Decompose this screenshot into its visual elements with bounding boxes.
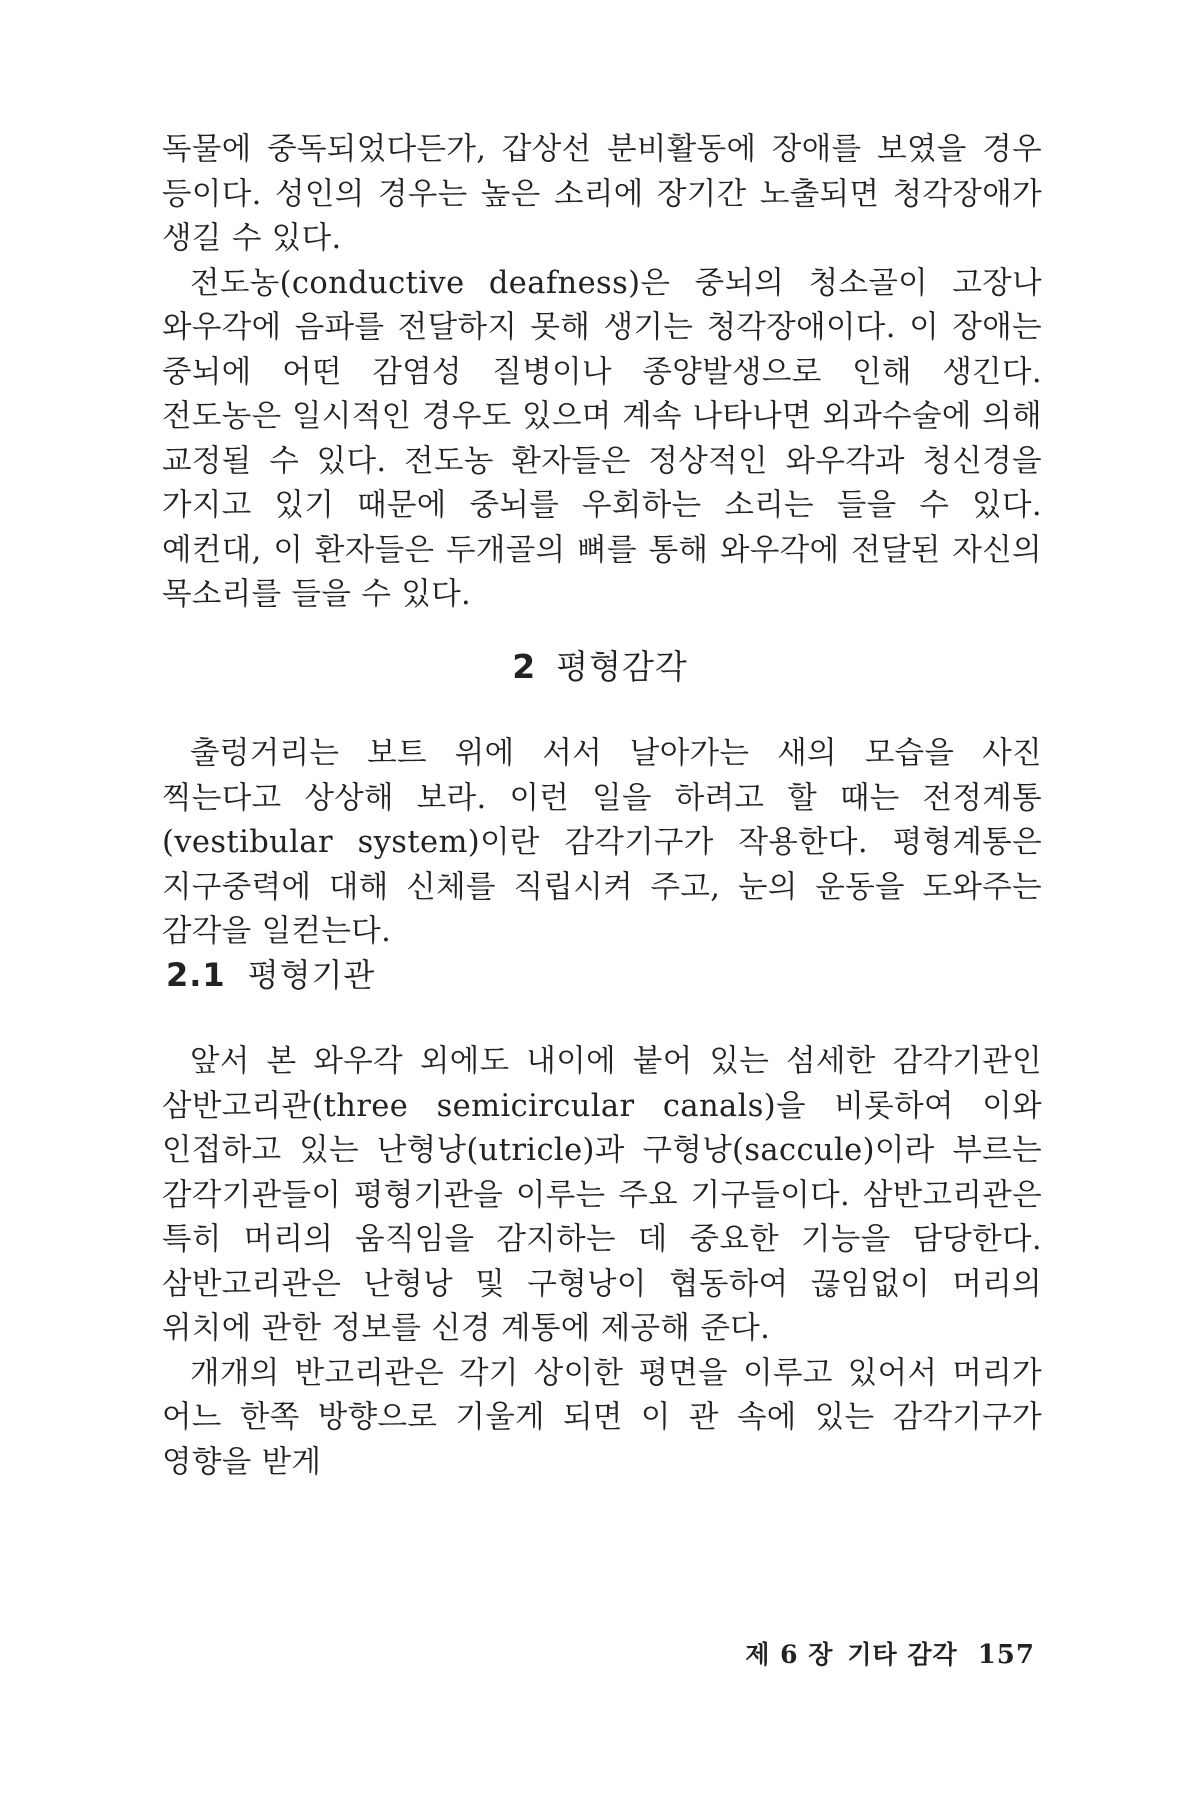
subsection-title: 평형기관 bbox=[247, 956, 376, 994]
top-text-block bbox=[162, 128, 1042, 618]
paragraph-continuation: 독물에 중독되었다든가, 갑상선 분비활동에 장애를 보였을 경우 등이다. 성인의 경우는 높은 소리에 장기간 노출되면 청각장애가 생길 수 있다. bbox=[162, 132, 1042, 256]
subsection-number: 2.1 bbox=[166, 956, 226, 994]
paragraph-conductive-deafness: 전도농(conductive deafness)은 중뇌의 청소골이 고장나 와우각에 음파를 전달하지 못해 생기는 청각장애이다. 이 장애는 중뇌에 어떤 감염성 질병이나 종양발생으로 인해 생긴다. 전도농은 일시적인 경우도 있으며 계속 나타나면 외과수술에 의해 교정될 수 있다. 전도농 환자들은 정상적인 와우각과 청신경을 가지고 있기 때문에 중뇌를 우회하는 소리는 들을 수 있다. 예컨대, 이 환자들은 두개골의 뼈를 통해 와우각에 전달된 자신의 목소리를 들을 수 있다. bbox=[162, 265, 1042, 612]
subsection-text-block bbox=[162, 1040, 1042, 1485]
page-footer bbox=[745, 1638, 1035, 1672]
paragraph-canal-planes: 개개의 반고리관은 각기 상이한 평면을 이루고 있어서 머리가 어느 한쪽 방향으로 기울게 되면 이 관 속에 있는 감각기구가 영향을 받게 bbox=[162, 1355, 1042, 1480]
footer-chapter: 제 6 장 bbox=[745, 1640, 834, 1669]
subsection-heading bbox=[166, 955, 375, 995]
paragraph-semicircular-canals: 앞서 본 와우각 외에도 내이에 붙어 있는 섬세한 감각기관인 삼반고리관(three semicircular canals)을 비롯하여 이와 인접하고 있는 난형낭(utricle)과 구형낭(saccule)이라 부르는 감각기관들이 평형기관을 이루는 주요 기구들이다. 삼반고리관은 특히 머리의 움직임을 감지하는 데 중요한 기능을 담당한다. 삼반고리관은 난형낭 및 구형낭이 협동하여 끊임없이 머리의 위치에 관한 정보를 신경 계통에 제공해 준다. bbox=[162, 1044, 1042, 1346]
section-title: 평형감각 bbox=[556, 647, 688, 686]
section-number: 2 bbox=[512, 647, 537, 686]
section-heading bbox=[0, 647, 1200, 687]
section-text-block bbox=[162, 732, 1042, 955]
paragraph-vestibular-intro: 출렁거리는 보트 위에 서서 날아가는 새의 모습을 사진 찍는다고 상상해 보라. 이런 일을 하려고 할 때는 전정계통(vestibular system)이란 감각기구가 작용한다. 평형계통은 지구중력에 대해 신체를 직립시켜 주고, 눈의 운동을 도와주는 감각을 일컫는다. bbox=[162, 736, 1042, 949]
footer-chapter-title: 기타 감각 bbox=[847, 1640, 958, 1669]
page-number: 157 bbox=[977, 1640, 1035, 1670]
